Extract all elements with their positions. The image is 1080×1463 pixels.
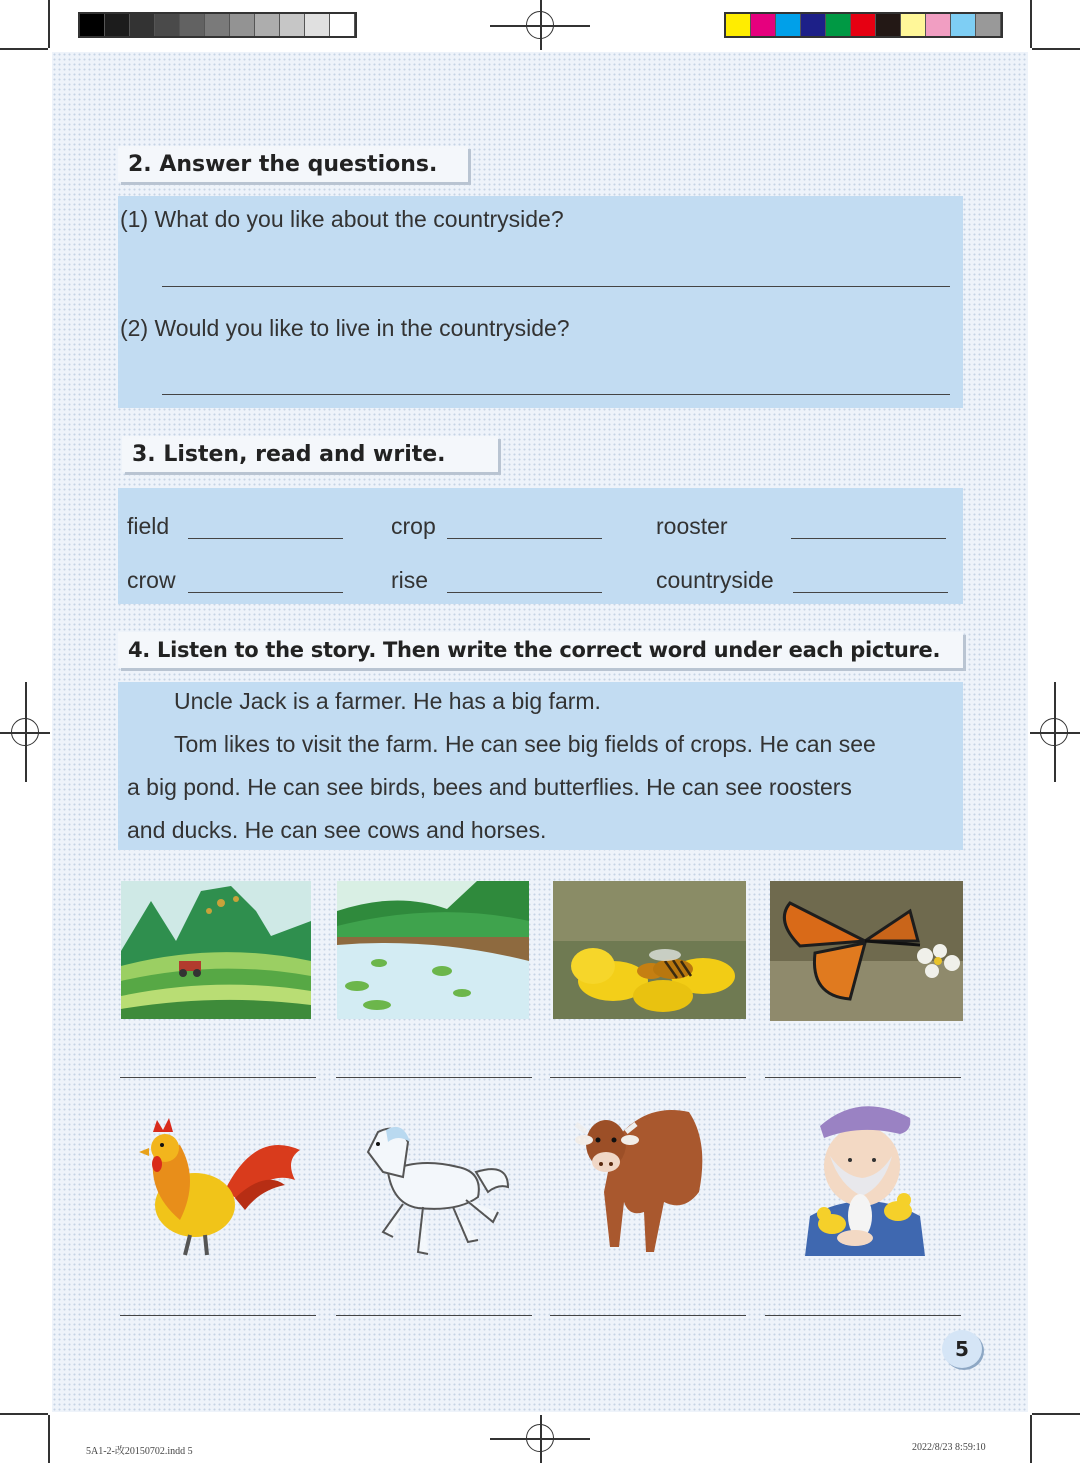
horse-picture: [348, 1112, 516, 1268]
word-line-rooster[interactable]: [791, 538, 946, 539]
page-number: 5: [942, 1330, 982, 1368]
picture-answer-line-2[interactable]: [336, 1077, 532, 1078]
section-3-title: 3. Listen, read and write.: [122, 436, 498, 472]
word-rise: rise: [391, 567, 429, 593]
rooster-picture: [135, 1110, 305, 1260]
word-crop: crop: [391, 513, 436, 539]
story-line-4: and ducks. He can see cows and horses.: [127, 817, 547, 843]
picture-answer-line-4[interactable]: [765, 1077, 961, 1078]
picture-answer-line-1[interactable]: [120, 1077, 316, 1078]
word-line-rise[interactable]: [447, 592, 602, 593]
section-4-title: 4. Listen to the story. Then write the correct word under each picture.: [118, 632, 963, 668]
picture-answer-line-5[interactable]: [120, 1315, 316, 1316]
picture-answer-line-8[interactable]: [765, 1315, 961, 1316]
section-3-word-box: [118, 488, 963, 604]
story-line-1: Uncle Jack is a farmer. He has a big farm.: [174, 688, 601, 714]
word-line-countryside[interactable]: [793, 592, 948, 593]
story-line-2: Tom likes to visit the farm. He can see big fields of crops. He can see: [174, 731, 876, 757]
word-field: field: [127, 513, 170, 539]
section-2-title: 2. Answer the questions.: [118, 146, 468, 182]
color-calibration-bar: [724, 12, 1003, 38]
farmer-with-ducks-picture: [800, 1096, 930, 1261]
footer-timestamp: 2022/8/23 8:59:10: [912, 1442, 986, 1453]
cow-picture: [574, 1102, 710, 1260]
word-line-crow[interactable]: [188, 592, 343, 593]
bee-picture: [553, 881, 746, 1019]
answer-line-2[interactable]: [162, 394, 950, 395]
pond-picture: [337, 881, 529, 1019]
answer-line-1[interactable]: [162, 286, 950, 287]
question-1: (1) What do you like about the countryside?: [120, 206, 564, 232]
picture-answer-line-3[interactable]: [550, 1077, 746, 1078]
word-line-crop[interactable]: [447, 538, 602, 539]
field-picture: [121, 881, 311, 1019]
word-crow: crow: [127, 567, 176, 593]
grayscale-calibration-bar: [78, 12, 357, 38]
picture-answer-line-7[interactable]: [550, 1315, 746, 1316]
word-line-field[interactable]: [188, 538, 343, 539]
question-2: (2) Would you like to live in the countryside?: [120, 315, 570, 341]
picture-answer-line-6[interactable]: [336, 1315, 532, 1316]
footer-file-name: 5A1-2-改20150702.indd 5: [86, 1446, 193, 1457]
word-rooster: rooster: [656, 513, 728, 539]
butterfly-picture: [770, 881, 963, 1021]
story-line-3: a big pond. He can see birds, bees and butterflies. He can see roosters: [127, 774, 852, 800]
word-countryside: countryside: [656, 567, 774, 593]
